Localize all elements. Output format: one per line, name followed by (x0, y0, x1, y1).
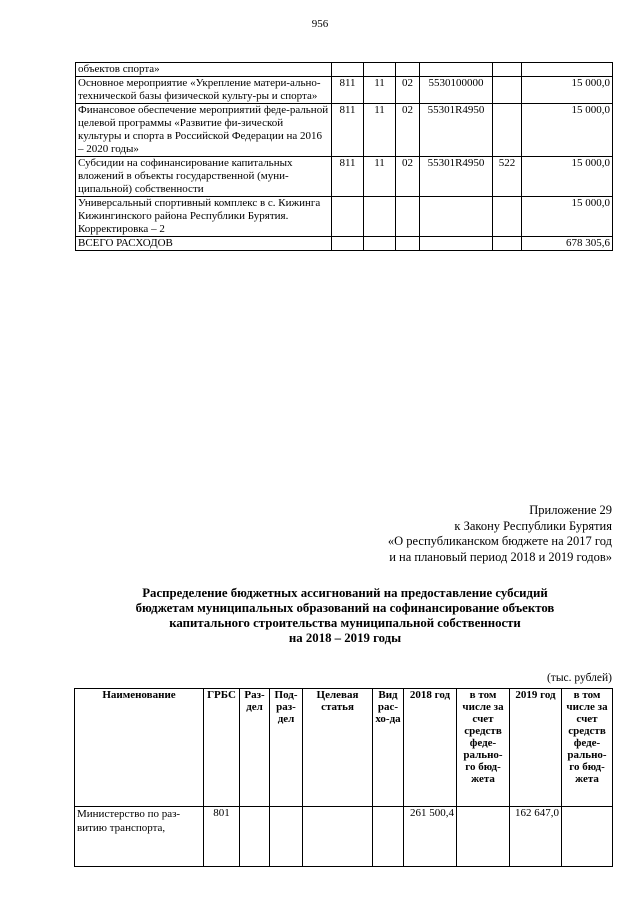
cell-amount: 678 305,6 (522, 237, 613, 251)
table-row (76, 237, 613, 251)
cell-statya (420, 237, 493, 251)
expenditure-table (75, 62, 613, 251)
cell-vid (373, 807, 404, 867)
cell-grbs (332, 237, 364, 251)
header-vid: Вид рас-хо-да (373, 689, 404, 807)
appendix-number: Приложение 29 (529, 503, 612, 517)
cell-grbs: 801 (204, 807, 240, 867)
page-number: 956 (311, 18, 329, 30)
cell-podrazdel: 02 (396, 157, 420, 197)
title-line: на 2018 – 2019 годы (288, 631, 402, 645)
cell-vid (493, 237, 522, 251)
document-title (60, 586, 630, 646)
appendix-law-title: «О республиканском бюджете на 2017 год (387, 534, 612, 548)
header-podrazdel: Под-раз-дел (270, 689, 303, 807)
cell-2018: 261 500,4 (404, 807, 457, 867)
table-row (76, 104, 613, 157)
table-row (76, 63, 613, 77)
cell-razdel (364, 197, 396, 237)
table-row (76, 77, 613, 104)
cell-fed-2018 (457, 807, 510, 867)
cell-grbs: 811 (332, 77, 364, 104)
cell-podrazdel: 02 (396, 77, 420, 104)
cell-statya (303, 807, 373, 867)
cell-razdel (364, 237, 396, 251)
cell-razdel: 11 (364, 157, 396, 197)
cell-name: Министерство по раз-витию транспорта, (75, 807, 204, 867)
cell-podrazdel: 02 (396, 104, 420, 157)
cell-grbs (332, 63, 364, 77)
header-fed-2018: в том числе за счет средств феде-рально-го бюд-жета (457, 689, 510, 807)
table-row (76, 157, 613, 197)
cell-2019: 162 647,0 (510, 807, 562, 867)
cell-razdel: 11 (364, 104, 396, 157)
cell-grbs: 811 (332, 157, 364, 197)
cell-grbs: 811 (332, 104, 364, 157)
cell-name: объектов спорта» (76, 63, 332, 77)
appendix-header (388, 503, 612, 565)
cell-amount: 15 000,0 (522, 197, 613, 237)
units-label: (тыс. рублей) (546, 672, 612, 684)
cell-statya (420, 197, 493, 237)
cell-statya: 5530100000 (420, 77, 493, 104)
appendix-law-period: и на плановый период 2018 и 2019 годов» (389, 549, 612, 564)
cell-statya: 55301R4950 (420, 104, 493, 157)
cell-podrazdel (396, 197, 420, 237)
cell-amount: 15 000,0 (522, 157, 613, 197)
cell-podrazdel (396, 237, 420, 251)
title-line: капитального строительства муниципальной собственности (169, 616, 521, 630)
header-statya: Целевая статья (303, 689, 373, 807)
cell-vid (493, 63, 522, 77)
cell-vid: 522 (493, 157, 522, 197)
cell-amount (522, 63, 613, 77)
cell-name: ВСЕГО РАСХОДОВ (76, 237, 332, 251)
header-fed-2019: в том числе за счет средств феде-рально-го бюд-жета (562, 689, 613, 807)
cell-razdel (364, 63, 396, 77)
table-header-row (75, 689, 613, 807)
table-row (76, 197, 613, 237)
cell-amount: 15 000,0 (522, 104, 613, 157)
title-line: бюджетам муниципальных образований на софинансирование объектов (135, 601, 555, 615)
cell-grbs (332, 197, 364, 237)
table-row (75, 807, 613, 867)
cell-vid (493, 104, 522, 157)
cell-razdel (240, 807, 270, 867)
header-razdel: Раз-дел (240, 689, 270, 807)
cell-amount: 15 000,0 (522, 77, 613, 104)
cell-statya: 55301R4950 (420, 157, 493, 197)
cell-statya (420, 63, 493, 77)
cell-name: Субсидии на софинансирование капитальных вложений в объекты государственной (муни-ципальной) собственности (76, 157, 332, 197)
header-2018: 2018 год (404, 689, 457, 807)
cell-podrazdel (396, 63, 420, 77)
cell-vid (493, 77, 522, 104)
appendix-law: к Закону Республики Бурятия (454, 518, 612, 533)
cell-name: Финансовое обеспечение мероприятий феде-ральной целевой программы «Развитие фи-зической культуры и спорта в Российской Федерации на 2016 – 2020 годы» (76, 104, 332, 157)
cell-name: Универсальный спортивный комплекс в с. Кижинга Кижингинского района Республики Бурятия. Корректировка – 2 (76, 197, 332, 237)
cell-podrazdel (270, 807, 303, 867)
cell-fed-2019 (562, 807, 613, 867)
header-grbs: ГРБС (204, 689, 240, 807)
cell-razdel: 11 (364, 77, 396, 104)
cell-vid (493, 197, 522, 237)
subsidies-table (74, 688, 613, 867)
header-2019: 2019 год (510, 689, 562, 807)
header-name: Наименование (75, 689, 204, 807)
title-line: Распределение бюджетных ассигнований на предоставление субсидий (142, 586, 548, 600)
cell-name: Основное мероприятие «Укрепление матери-ально-технической базы физической культу-ры и спорта» (76, 77, 332, 104)
